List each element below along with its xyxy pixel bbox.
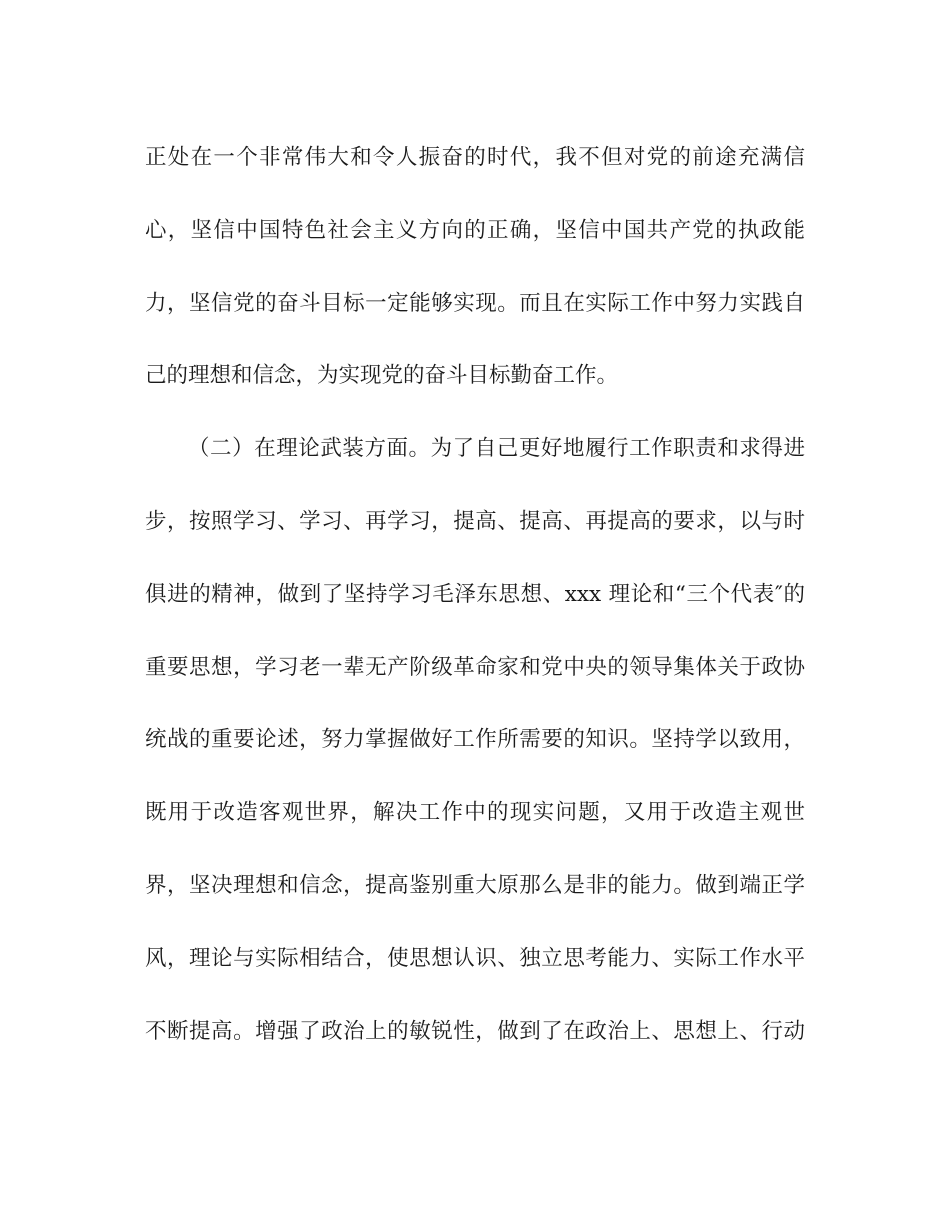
text-line-5: （二）在理论武装方面。为了自己更好地履行工作职责和求得进	[188, 436, 805, 462]
text-line-12: 风，理论与实际相结合，使思想认识、独立思考能力、实际工作水平	[145, 945, 805, 971]
text-line-2: 心，坚信中国特色社会主义方向的正确，坚信中国共产党的执政能	[145, 217, 805, 243]
text-line-3: 力，坚信党的奋斗目标一定能够实现。而且在实际工作中努力实践自	[145, 290, 805, 316]
text-line-4: 己的理想和信念，为实现党的奋斗目标勤奋工作。	[145, 363, 619, 389]
text-line-1: 正处在一个非常伟大和令人振奋的时代，我不但对党的前途充满信	[145, 145, 805, 170]
text-line-13: 不断提高。增强了政治上的敏锐性，做到了在政治上、思想上、行动	[145, 1018, 805, 1044]
text-line-8: 重要思想，学习老一辈无产阶级革命家和党中央的领导集体关于政协	[145, 654, 805, 680]
text-line-7: 俱进的精神，做到了坚持学习毛泽东思想、xxx 理论和“三个代表″的	[145, 581, 805, 607]
text-line-11: 界，坚决理想和信念，提高鉴别重大原那么是非的能力。做到端正学	[145, 872, 805, 898]
text-line-6: 步，按照学习、学习、再学习，提高、提高、再提高的要求，以与时	[145, 508, 805, 534]
text-line-10: 既用于改造客观世界，解决工作中的现实问题，又用于改造主观世	[145, 800, 805, 826]
body-text	[145, 138, 805, 1084]
text-line-9: 统战的重要论述，努力掌握做好工作所需要的知识。坚持学以致用，	[145, 727, 805, 753]
